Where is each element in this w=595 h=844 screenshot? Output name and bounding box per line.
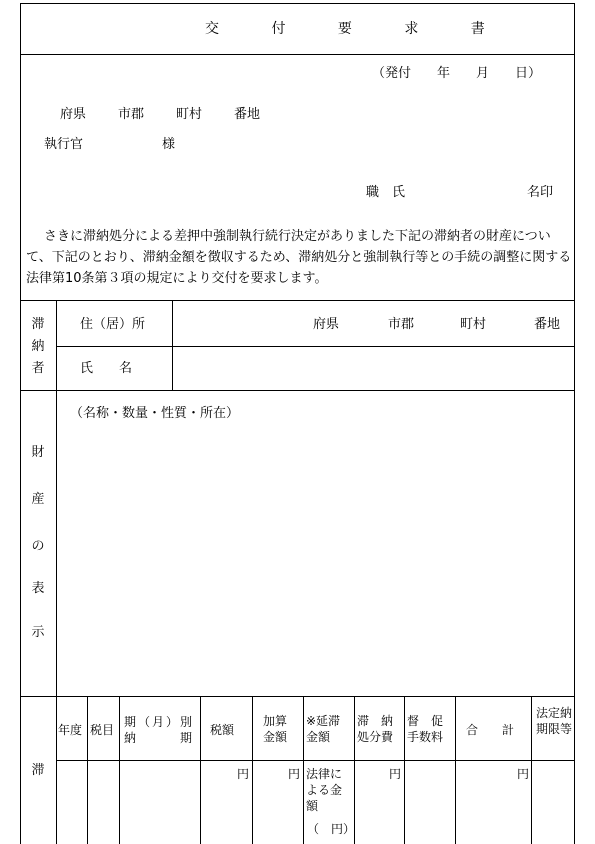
property-instructions: （名称・数量・性質・所在）	[70, 406, 240, 421]
row-total-unit: 円	[517, 767, 530, 781]
row-additional-unit: 円	[288, 767, 301, 781]
col-period-divider	[200, 696, 201, 844]
header-disposal-cost: 滞 納処分費	[357, 714, 394, 744]
delinquent-header-char-3: 者	[31, 361, 45, 376]
col-disposal-divider	[404, 696, 405, 844]
col-total-divider	[531, 696, 532, 844]
sender-seal: 名印	[527, 185, 554, 200]
header-tax-item: 税目	[90, 723, 115, 737]
delinquent-address-prefecture: 府県	[313, 317, 340, 332]
request-body: さきに滞納処分による差押中強制執行続行決定がありました下記の滞納者の財産について、下記のとおり、滞納金額を徴収するため、滞納処分と強制執行等との手続の調整に関する法律第10条第３項の規定により交付を要求します。	[26, 229, 572, 286]
header-additional: 加算金額	[263, 714, 288, 744]
delinquent-address-label: 住（居）所	[80, 317, 146, 332]
delinquent-divider	[20, 390, 575, 391]
delinquent-label-divider	[172, 300, 173, 390]
header-due-date: 法定納期限等	[536, 706, 573, 736]
property-header-char-2: 産	[31, 492, 45, 507]
delinquent-address-town: 町村	[460, 317, 487, 332]
delinquent-row-divider	[56, 346, 575, 347]
header-total: 合 計	[466, 723, 515, 737]
property-header-char-3: の	[31, 539, 45, 554]
side-column-divider	[56, 300, 57, 844]
header-year: 年度	[58, 723, 83, 737]
addressee-honorific: 様	[162, 137, 176, 152]
delinquent-header-char-2: 納	[31, 339, 45, 354]
col-additional-divider	[303, 696, 304, 844]
header-period: 期（月）別納 期	[124, 715, 195, 745]
addressee-block: 番地	[234, 107, 261, 122]
header-reminder-fee: 督 促手数料	[407, 714, 444, 744]
property-header-char-5: 示	[31, 625, 45, 640]
col-reminder-divider	[455, 696, 456, 844]
arrears-side-char: 滞	[31, 763, 45, 778]
addressee-city: 市郡	[118, 107, 145, 122]
delinquent-header-char-1: 滞	[31, 317, 45, 332]
issue-date: （発付 年 月 日）	[372, 66, 542, 81]
addressee-town: 町村	[176, 107, 203, 122]
row-delinquency-note: 法律による金額	[306, 767, 343, 813]
delinquent-name-label: 氏 名	[80, 361, 133, 376]
document-title: 交 付 要 求 書	[205, 21, 509, 37]
sender-title: 職 氏	[366, 185, 406, 200]
title-divider	[20, 54, 575, 55]
property-header-char-4: 表	[31, 581, 45, 596]
form-frame	[20, 3, 575, 844]
delinquent-address-block: 番地	[534, 317, 561, 332]
row-delinquency-paren: （ 円）	[307, 822, 356, 836]
row-tax-amount-unit: 円	[237, 767, 250, 781]
property-divider	[20, 696, 575, 697]
property-header-char-1: 財	[31, 445, 45, 460]
addressee-officer: 執行官	[44, 137, 84, 152]
header-tax-amount: 税額	[210, 723, 235, 737]
body-divider	[20, 300, 575, 301]
header-delinquency: ※延滞金額	[306, 714, 341, 744]
arrears-header-divider	[56, 760, 575, 761]
col-year-divider	[87, 696, 88, 844]
col-tax-divider	[252, 696, 253, 844]
col-taxitem-divider	[119, 696, 120, 844]
delinquent-address-city: 市郡	[388, 317, 415, 332]
row-disposal-unit: 円	[389, 767, 402, 781]
addressee-prefecture: 府県	[60, 107, 87, 122]
